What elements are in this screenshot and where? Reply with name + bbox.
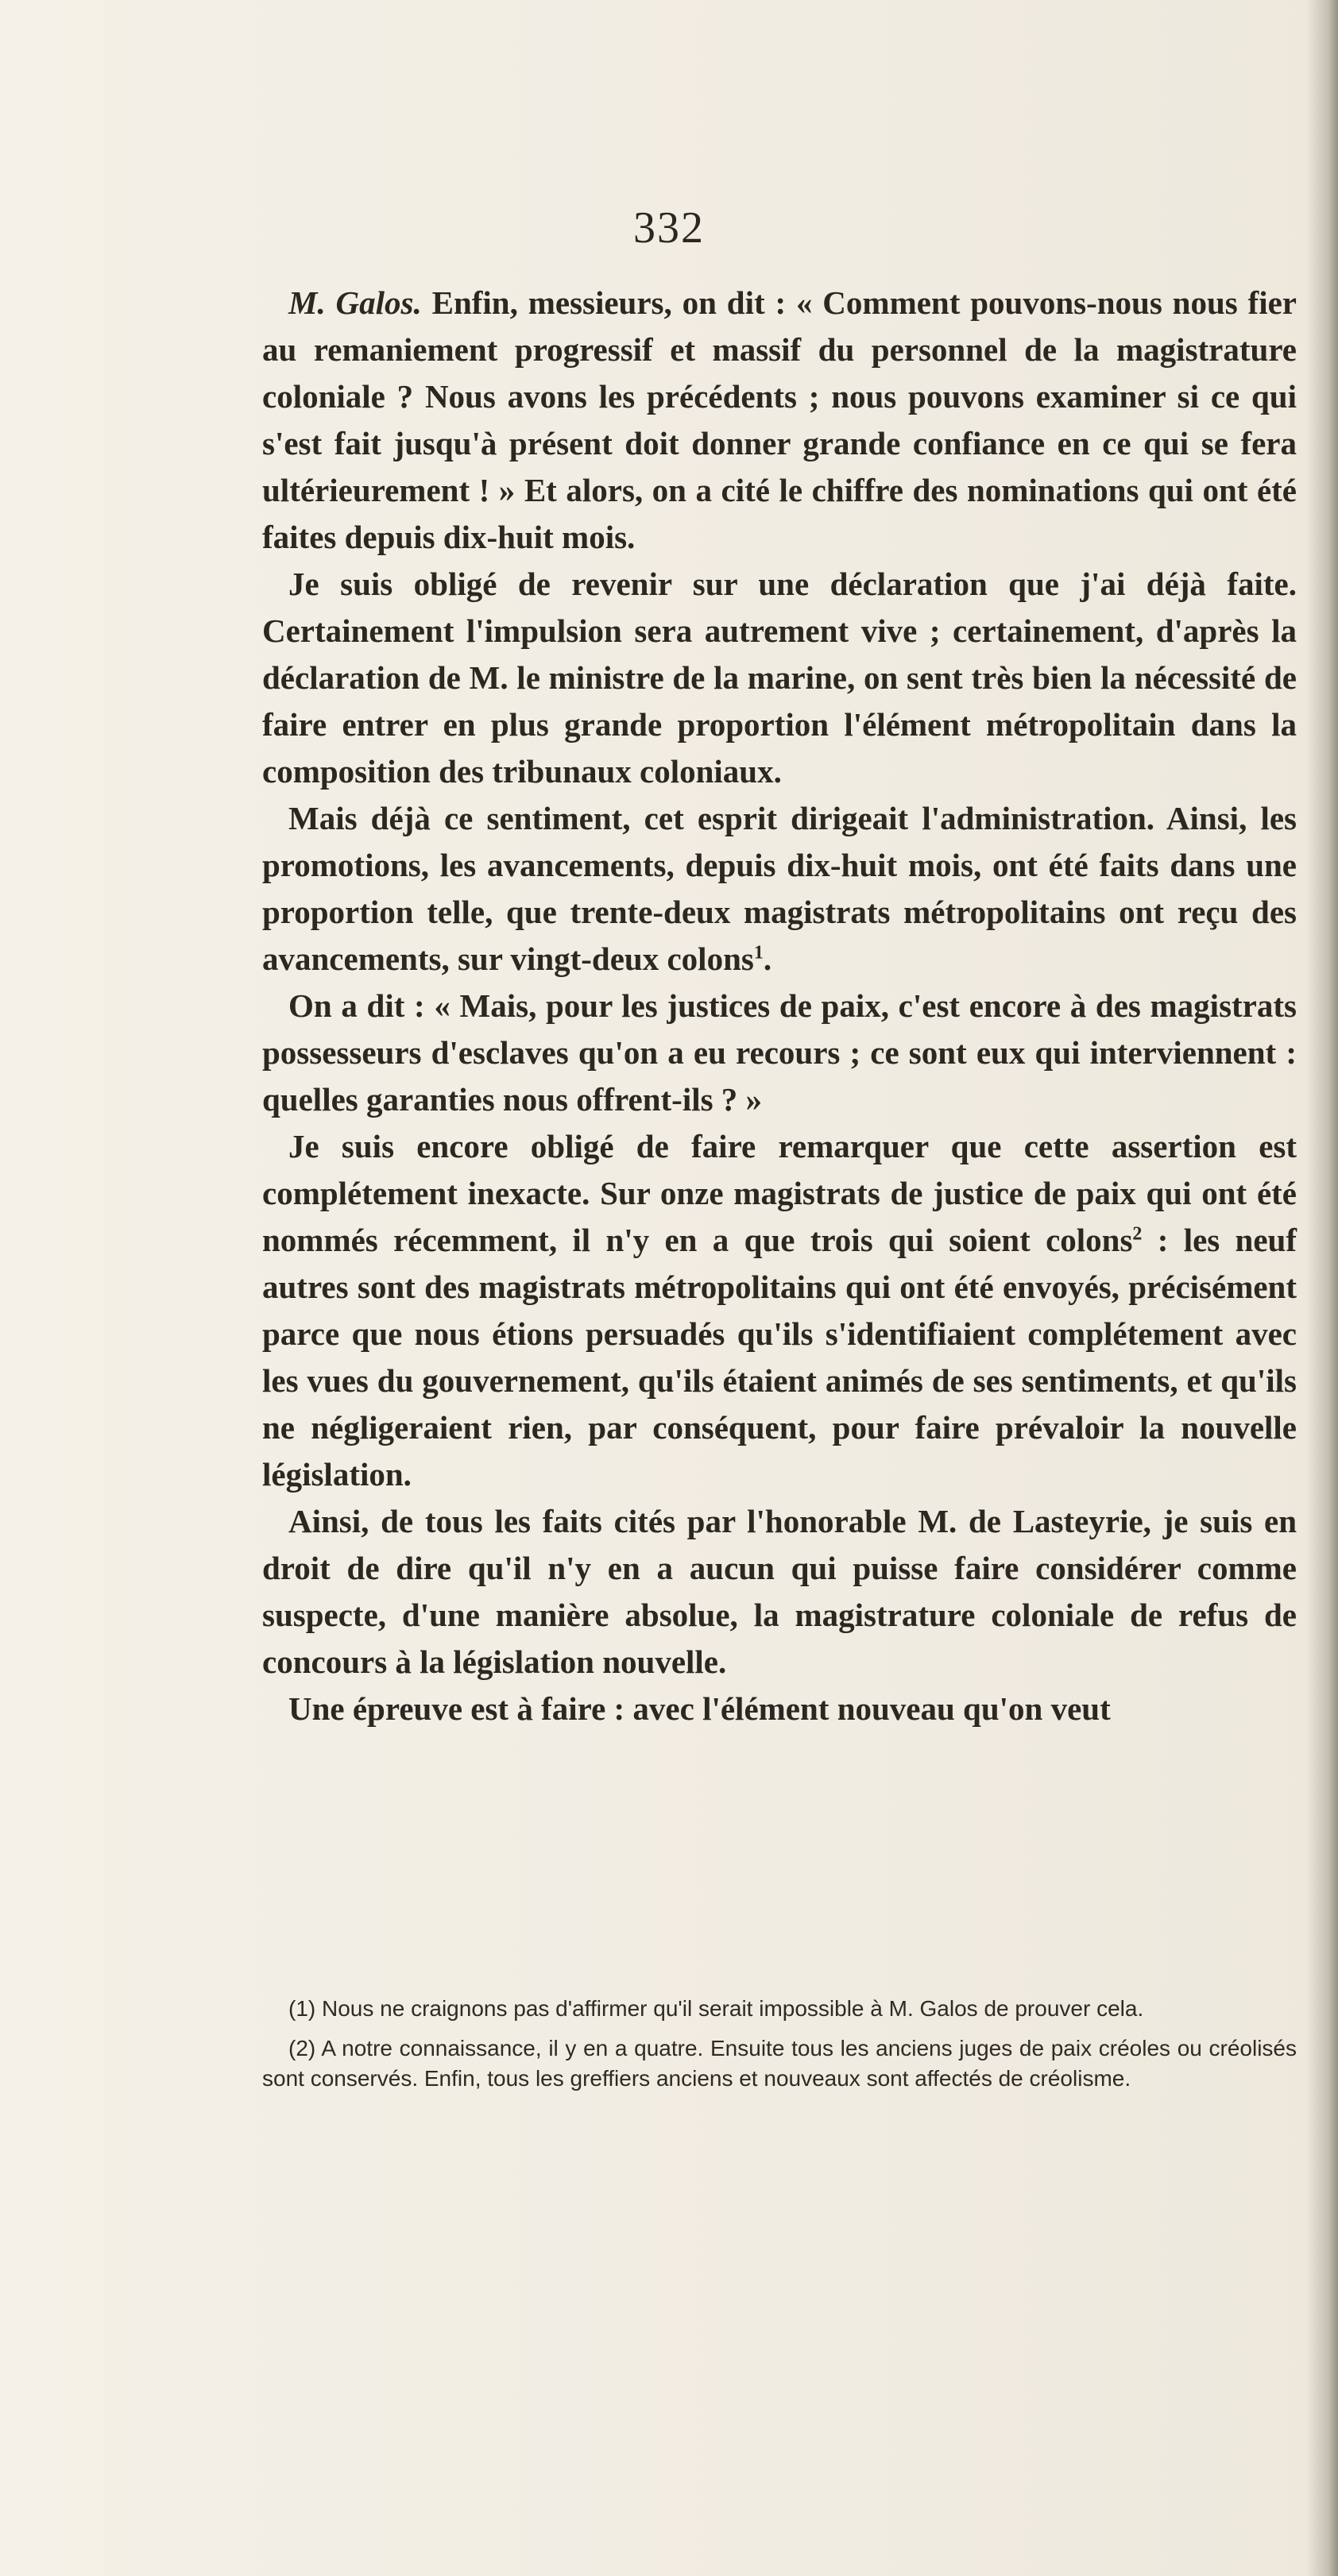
footnotes bbox=[262, 1994, 1297, 2103]
footnote: (1) Nous ne craignons pas d'affirmer qu'il serait impossible à M. Galos de prouver cela. bbox=[288, 1996, 1144, 2021]
footnote-ref: 2 bbox=[1132, 1223, 1143, 1245]
paragraph: Une épreuve est à faire : avec l'élément nouveau qu'on veut bbox=[288, 1690, 1111, 1727]
paragraph: Ainsi, de tous les faits cités par l'honorable M. de Lasteyrie, je suis en droit de dire qu'il n'y en a aucun qui puisse faire considérer comme suspecte, d'une manière absolue, la magistrature coloniale de refus de concours à la législation nouvelle. bbox=[262, 1503, 1297, 1680]
paragraph-text: Je suis encore obligé de faire remarquer que cette assertion est complétement inexacte. Sur onze magistrats de justice de paix qui ont été nommés récemment, il n'y en a que trois qui soient colons bbox=[262, 1128, 1297, 1258]
footnote-ref: 1 bbox=[753, 942, 764, 964]
paragraph bbox=[262, 795, 1297, 983]
paragraph-text: Mais déjà ce sentiment, cet esprit dirigeait l'administration. Ainsi, les promotions, les avancements, depuis dix-huit mois, ont été faits dans une proportion telle, que trente-deux magistrats métropolitains ont reçu des avancements, sur vingt-deux colons bbox=[262, 800, 1297, 977]
speaker-name: M. Galos. bbox=[288, 284, 422, 321]
paragraph-text: . bbox=[763, 940, 772, 977]
paragraph: On a dit : « Mais, pour les justices de paix, c'est encore à des magistrats possesseurs d'esclaves qu'on a eu recours ; ce sont eux qui interviennent : quelles garanties nous offrent-ils ? » bbox=[262, 987, 1297, 1118]
paragraph-text: Enfin, messieurs, on dit : « Comment pouvons-nous nous fier au remaniement progressif et massif du personnel de la magistrature coloniale ? Nous avons les précédents ; nous pouvons examiner si ce qui s'est fait jusqu'à présent doit donner grande confiance en ce qui se fera ultérieurement ! » Et alors, on a cité le chiffre des nominations qui ont été faites depuis dix-huit mois. bbox=[262, 284, 1297, 555]
footnote: (2) A notre connaissance, il y en a quatre. Ensuite tous les anciens juges de paix créoles ou créolisés sont conservés. Enfin, tous les greffiers anciens et nouveaux sont affectés de créolisme. bbox=[262, 2036, 1297, 2091]
body-text bbox=[262, 280, 1297, 1732]
page-number: 332 bbox=[633, 203, 705, 253]
paragraph bbox=[262, 280, 1297, 561]
paragraph bbox=[262, 1123, 1297, 1498]
paragraph-text: : les neuf autres sont des magistrats métropolitains qui ont été envoyés, précisément parce que nous étions persuadés qu'ils s'identifiaient complétement avec les vues du gouvernement, qu'ils étaient animés de ses sentiments, et qu'ils ne négligeraient rien, par conséquent, pour faire prévaloir la nouvelle législation. bbox=[262, 1222, 1297, 1493]
page-edge-shadow bbox=[1306, 0, 1338, 2576]
paragraph: Je suis obligé de revenir sur une déclaration que j'ai déjà faite. Certainement l'impulsion sera autrement vive ; certainement, d'après la déclaration de M. le ministre de la marine, on sent très bien la nécessité de faire entrer en plus grande proportion l'élément métropolitain dans la composition des tribunaux coloniaux. bbox=[262, 566, 1297, 790]
